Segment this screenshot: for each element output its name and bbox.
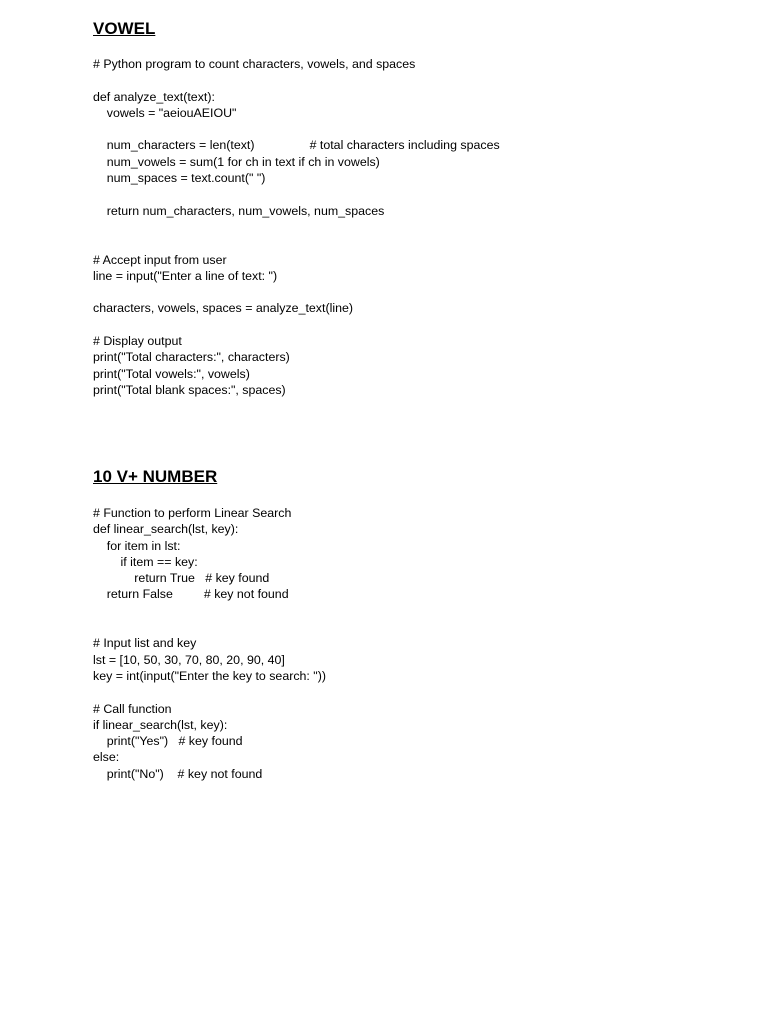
code-line: # Display output [93, 334, 182, 349]
code-line [93, 603, 326, 619]
code-line: print("Total blank spaces:", spaces) [93, 382, 286, 397]
code-line [93, 235, 500, 251]
code-block-vowel [93, 56, 500, 398]
code-line: for item in lst: [93, 538, 181, 553]
code-line: line = input("Enter a line of text: ") [93, 268, 278, 283]
code-line [93, 619, 326, 635]
code-line: print("Yes") # key found [93, 734, 243, 749]
code-line: print("No") # key not found [93, 766, 263, 781]
section-heading-vowel: VOWEL [93, 19, 156, 38]
code-line: num_spaces = text.count(" ") [93, 171, 266, 186]
code-line: lst = [10, 50, 30, 70, 80, 20, 90, 40] [93, 652, 285, 667]
code-line: characters, vowels, spaces = analyze_text(line) [93, 301, 353, 316]
code-line: # Input list and key [93, 636, 197, 651]
code-line: num_vowels = sum(1 for ch in text if ch in vowels) [93, 154, 380, 169]
code-line: return False # key not found [93, 587, 289, 602]
code-line: def analyze_text(text): [93, 89, 215, 104]
code-line [93, 186, 500, 202]
code-line: if item == key: [93, 554, 198, 569]
code-line: vowels = "aeiouAEIOU" [93, 105, 237, 120]
code-line: # Function to perform Linear Search [93, 506, 292, 520]
code-line: key = int(input("Enter the key to search: ")) [93, 668, 326, 683]
code-line [93, 121, 500, 137]
code-line: return num_characters, num_vowels, num_spaces [93, 203, 385, 218]
code-block-linear-search [93, 505, 326, 782]
code-line: num_characters = len(text) # total characters including spaces [93, 138, 500, 153]
code-line [93, 317, 500, 333]
code-line: # Accept input from user [93, 252, 227, 267]
code-line [93, 284, 500, 300]
code-line: print("Total vowels:", vowels) [93, 366, 250, 381]
code-line [93, 219, 500, 235]
code-line: # Python program to count characters, vowels, and spaces [93, 57, 416, 71]
code-line: if linear_search(lst, key): [93, 717, 228, 732]
code-line: return True # key found [93, 571, 270, 586]
code-line: # Call function [93, 701, 172, 716]
code-line: print("Total characters:", characters) [93, 350, 290, 365]
code-line [93, 72, 500, 88]
code-line: else: [93, 750, 120, 765]
code-line [93, 684, 326, 700]
code-line: def linear_search(lst, key): [93, 522, 239, 537]
section-heading-linear-search: 10 V+ NUMBER [93, 467, 218, 486]
